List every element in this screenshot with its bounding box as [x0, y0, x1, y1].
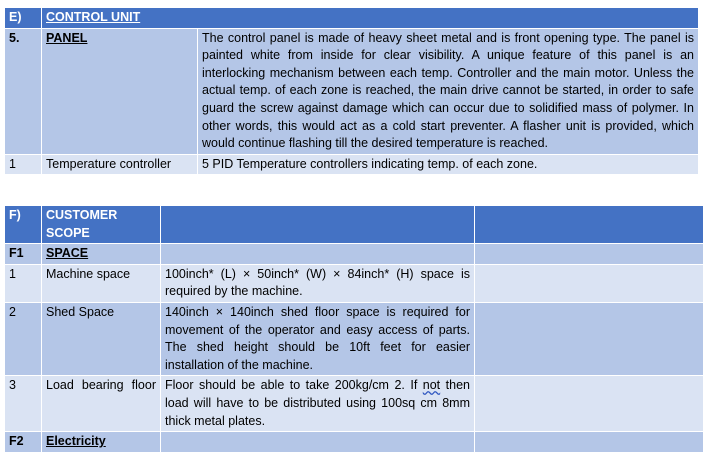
row-label: Temperature controller: [42, 154, 198, 175]
spelling-flagged-word: not: [422, 378, 441, 393]
control-unit-table: [4, 7, 699, 175]
table-row: [5, 28, 699, 154]
section-e-header: [5, 8, 699, 29]
table-row: [5, 302, 704, 375]
row-number: 1: [5, 154, 42, 175]
empty-cell: [161, 432, 475, 453]
f1-number: F1: [5, 244, 42, 265]
row-label: Shed Space: [42, 302, 161, 375]
header-cell: [475, 206, 704, 244]
section-f-title: CUSTOMER SCOPE: [42, 206, 161, 244]
table-row: [5, 154, 699, 175]
f2-number: F2: [5, 432, 42, 453]
empty-cell: [475, 264, 704, 302]
section-e-title-text: CONTROL UNIT: [46, 10, 141, 24]
empty-cell: [475, 432, 704, 453]
row-description: 100inch* (L) × 50inch* (W) × 84inch* (H) space is required by the machine.: [161, 264, 475, 302]
empty-cell: [161, 244, 475, 265]
row-description: [161, 376, 475, 432]
customer-scope-table: [4, 205, 704, 453]
empty-cell: [475, 302, 704, 375]
table-row: [5, 264, 704, 302]
header-cell: [161, 206, 475, 244]
desc-part: Floor should be able to take 200kg/cm 2. If: [165, 378, 423, 393]
empty-cell: [475, 244, 704, 265]
row-description: 5 PID Temperature controllers indicating temp. of each zone.: [198, 154, 699, 175]
section-e-title: [42, 8, 699, 29]
space-label: SPACE: [46, 246, 89, 261]
f2-row: [5, 432, 704, 453]
empty-cell: [475, 376, 704, 432]
section-f-header: [5, 206, 704, 244]
row-number: 1: [5, 264, 42, 302]
f1-label-cell: [42, 244, 161, 265]
row-label: Load bearing floor: [42, 376, 161, 432]
row-label: Machine space: [42, 264, 161, 302]
desc-part: then load will have to be distributed using 100sq cm 8mm thick metal plates.: [165, 378, 470, 428]
row-description: 140inch × 140inch shed floor space is required for movement of the operator and easy access of parts. The shed height should be 10ft feet for easier installation of the machine.: [161, 302, 475, 375]
f1-row: [5, 244, 704, 265]
panel-label: PANEL: [46, 30, 88, 45]
row-number: 2: [5, 302, 42, 375]
table-row: [5, 376, 704, 432]
section-e-letter: E): [5, 8, 42, 29]
row-number: 3: [5, 376, 42, 432]
section-f-letter: F): [5, 206, 42, 244]
row-number: 5.: [5, 28, 42, 154]
f2-label-cell: [42, 432, 161, 453]
electricity-label: Electricity: [46, 434, 106, 449]
row-description: The control panel is made of heavy sheet metal and is front opening type. The panel is painted white from inside for clear visibility. A unique feature of this panel is an interlocking mechanism between each temp. Controller and the main motor. Unless the actual temp. of each zone is reached, the main drive cannot be started, in order to safe guard the screw against damage which can occur due to solidified mass of polymer. In other words, this would act as a cold start preventer. A flasher unit is provided, which would continue flashing till the desired temperature is reached.: [198, 28, 699, 154]
row-label: [42, 28, 198, 154]
